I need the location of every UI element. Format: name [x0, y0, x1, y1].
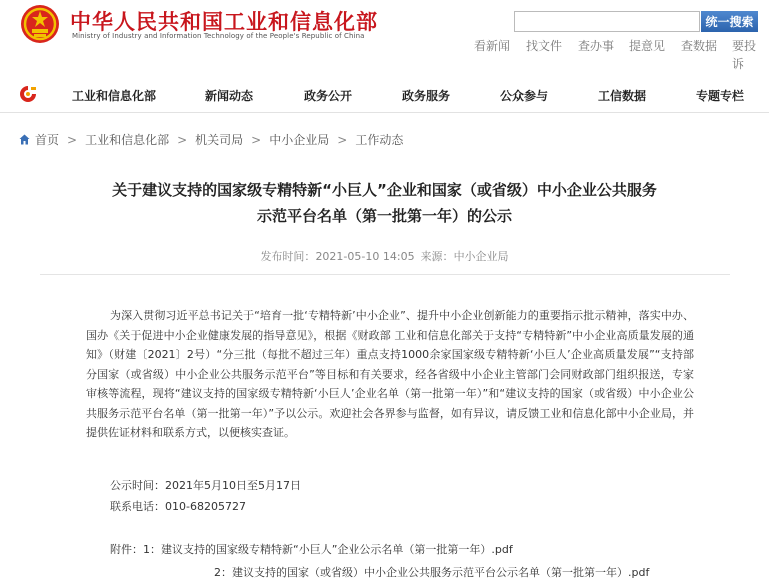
- article-meta: [0, 248, 769, 264]
- breadcrumb-home[interactable]: 首页: [35, 133, 60, 147]
- national-emblem-icon[interactable]: [20, 4, 60, 44]
- attachment-link-2[interactable]: 2：建议支持的国家（或省级）中小企业公共服务示范平台公示名单（第一批第一年）.pdf: [214, 566, 650, 579]
- breadcrumb-miit[interactable]: 工业和信息化部: [85, 133, 170, 147]
- nav-item-gov-affairs[interactable]: 政务公开: [304, 89, 353, 103]
- breadcrumb: [19, 131, 403, 148]
- miit-logo-icon[interactable]: [18, 85, 38, 103]
- contact-phone-value: 010-68205727: [165, 500, 246, 513]
- quick-link-files[interactable]: 找文件: [526, 39, 563, 53]
- source-value: 中小企业局: [453, 250, 509, 263]
- quick-link-complaint[interactable]: 要投诉: [732, 39, 757, 71]
- article-title: [30, 177, 739, 229]
- contact-phone-label: 联系电话：: [110, 500, 165, 513]
- attachment-row-1: [110, 541, 513, 557]
- published-label: 发布时间：: [260, 250, 316, 263]
- home-icon: [19, 134, 30, 145]
- quick-link-news[interactable]: 看新闻: [474, 39, 511, 53]
- nav-item-data[interactable]: 工信数据: [598, 89, 647, 103]
- quick-link-services[interactable]: 查办事: [578, 39, 615, 53]
- site-title[interactable]: 中华人民共和国工业和信息化部: [70, 10, 378, 34]
- site-header: [0, 0, 769, 75]
- notice-period: [110, 477, 301, 493]
- breadcrumb-separator: >: [67, 133, 78, 147]
- title-divider: [40, 274, 730, 275]
- article-title-line2: 示范平台名单（第一批第一年）的公示: [256, 207, 512, 225]
- search-button[interactable]: 统一搜索: [701, 11, 758, 32]
- quick-link-data[interactable]: 查数据: [681, 39, 718, 53]
- source-label: 来源：: [420, 250, 454, 263]
- breadcrumb-departments[interactable]: 机关司局: [195, 133, 244, 147]
- breadcrumb-separator: >: [251, 133, 262, 147]
- search-input[interactable]: [514, 11, 700, 32]
- nav-item-public[interactable]: 公众参与: [500, 89, 549, 103]
- breadcrumb-sme-bureau[interactable]: 中小企业局: [269, 133, 330, 147]
- nav-item-topics[interactable]: 专题专栏: [696, 89, 745, 103]
- nav-item-news[interactable]: 新闻动态: [205, 89, 254, 103]
- notice-period-value: 2021年5月10日至5月17日: [165, 479, 301, 492]
- site-subtitle: Ministry of Industry and Information Technology of the People's Republic of China: [72, 32, 365, 40]
- nav-item-miit[interactable]: 工业和信息化部: [72, 89, 157, 103]
- breadcrumb-separator: >: [177, 133, 188, 147]
- breadcrumb-work-news[interactable]: 工作动态: [355, 133, 404, 147]
- attachment-row-2: [214, 564, 649, 580]
- contact-phone: [110, 498, 246, 514]
- article-body: 为深入贯彻习近平总书记关于“培育一批‘专精特新’中小企业”、提升中小企业创新能力的重要指示批示精神，落实中办、国办《关于促进中小企业健康发展的指导意见》，根据《财政部 工业和信息化部关于支持“专精特新”中小企业高质量发展的通知》（财建〔2021〕2号）“分三批（每批不超过三年）重点支持1000余家国家级专精特新‘小巨人’企业高质量发展”“支持部分国家（或省级）中小企业公共服务示范平台”等目标和有关要求，经各省级中小企业主管部门会同财政部门组织报送，专家审核等流程，现将“建议支持的国家级专精特新‘小巨人’企业名单（第一批第一年）”和“建议支持的国家（或省级）中小企业公共服务示范平台名单（第一批第一年）”予以公示。欢迎社会各界参与监督，如有异议，请反馈工业和信息化部中小企业局，并提供佐证材料和联系方式，以便核实查证。: [86, 309, 694, 439]
- breadcrumb-separator: >: [337, 133, 348, 147]
- article-title-line1: 关于建议支持的国家级专精特新“小巨人”企业和国家（或省级）中小企业公共服务: [112, 181, 657, 199]
- attachments-label: 附件：: [110, 543, 143, 556]
- nav-item-gov-services[interactable]: 政务服务: [402, 89, 451, 103]
- main-nav: [0, 77, 769, 113]
- quick-link-feedback[interactable]: 提意见: [629, 39, 666, 53]
- attachment-link-1[interactable]: 1：建议支持的国家级专精特新“小巨人”企业公示名单（第一批第一年）.pdf: [143, 543, 513, 556]
- notice-period-label: 公示时间：: [110, 479, 165, 492]
- published-time: 2021-05-10 14:05: [315, 250, 415, 263]
